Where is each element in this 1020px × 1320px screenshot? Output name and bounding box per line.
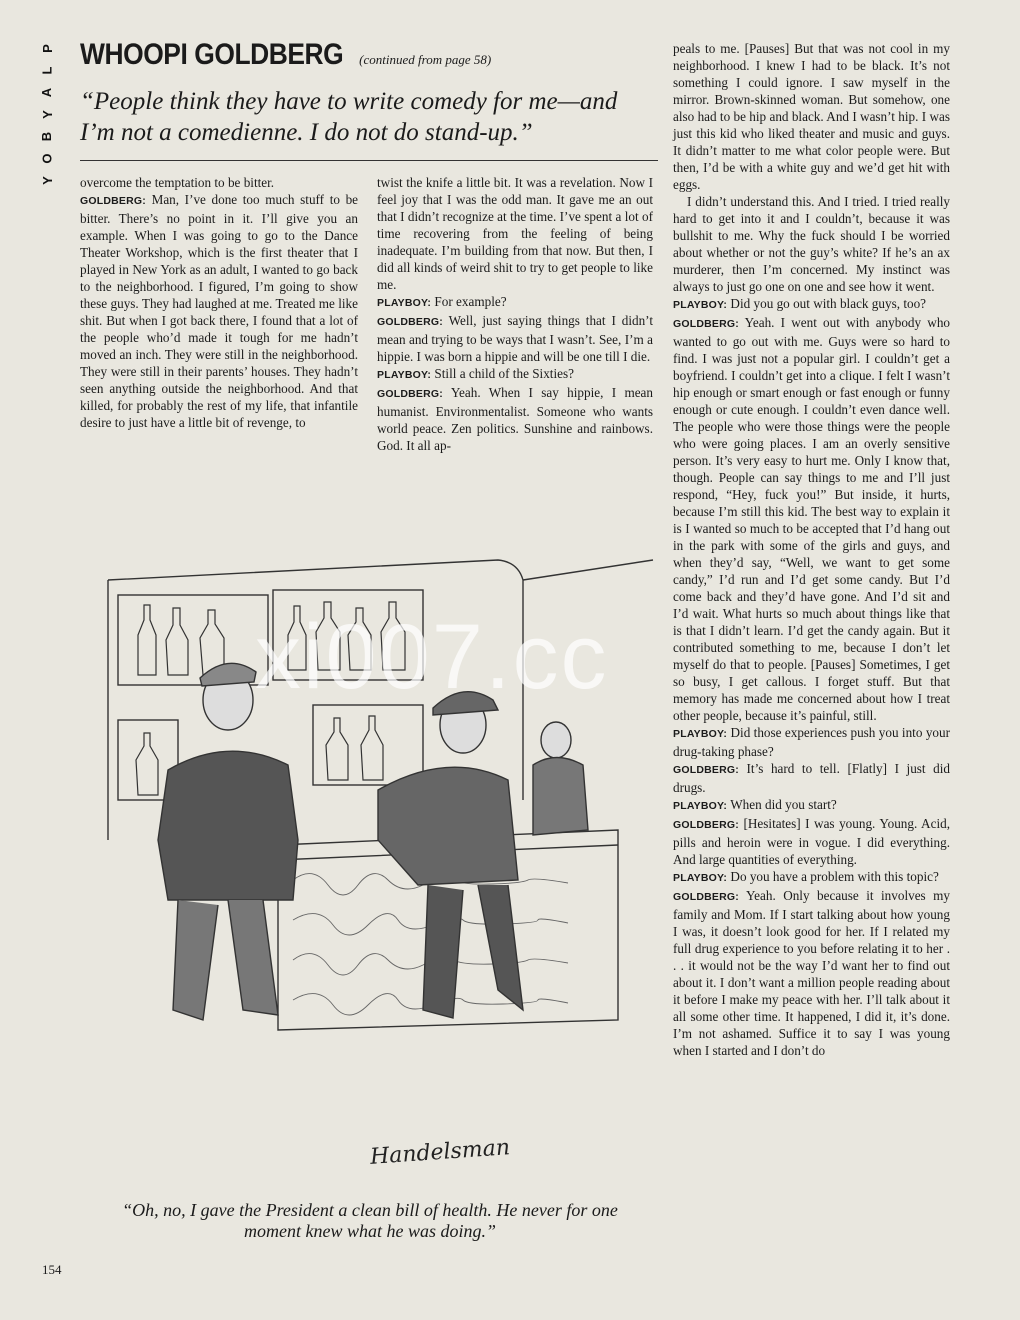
speaker-label: GOLDBERG: [377,388,443,400]
paragraph-text: Yeah. Only because it involves my family and Mom. If I start talking about how young I was, it doesn’t look good for her. If I related my full drug experience to you before relating it to her . . . it would not be the way I’d want her to find out about it. I don’t want a million people reading about it before I make my peace with her. I’ll talk about it all some other time. It happened, I did it, it’s done. I’m not ashamed. Suffice it to say I was young when I started and I don’t do [673,888,950,1058]
paragraph [673,40,950,193]
paragraph [673,760,950,796]
speaker-label: PLAYBOY: [673,800,728,812]
speaker-label: GOLDBERG: [673,764,739,776]
speaker-label: GOLDBERG: [80,195,146,207]
magazine-letter: L [39,66,55,75]
paragraph [80,174,358,191]
magazine-name-vertical [34,42,60,187]
paragraph [673,295,950,314]
paragraph [673,796,950,815]
paragraph-text: overcome the temptation to be bitter. [80,175,275,190]
paragraph-text: Did those experiences push you into your drug-taking phase? [673,725,950,759]
cartoonist-signature: Handelsman [369,1135,511,1170]
speaker-label: GOLDBERG: [377,316,443,328]
text-column-3 [673,40,950,1059]
speaker-label: PLAYBOY: [673,299,728,311]
paragraph-text: Still a child of the Sixties? [434,366,574,381]
pull-quote: “People think they have to write comedy for me—and I’m not a comedienne. I do not do stand-up.” [80,88,618,146]
paragraph-text: Man, I’ve done too much stuff to be bitter. There’s no point in it. I’ll give you an example. When I was going to go to the Dance Theater Workshop, which is the first theater that I played in New York as an adult, I wanted to go back to the neighborhood. I figured, I’m going to show these guys. They had laughed at me. Treated me like shit. But when I got back there, I found that a lot of the people who’d made it tough for me hadn’t moved an inch. They were still in the neighborhood. They were still in their parents’ houses. They hadn’t seen anything outside the neighborhood. And that killed, for probably the rest of my life, that infantile desire to just have a little bit of revenge, to [80,192,359,430]
page-number: 154 [42,1262,62,1277]
paragraph-text: Yeah. When I say hippie, I mean humanist. Environmentalist. Someone who wants world peace. Zen politics. Sunshine and rainbows. God. It all ap- [377,385,653,453]
paragraph [673,193,950,295]
paragraph-text: [Hesitates] I was young. Young. Acid, pills and heroin were in vogue. I did everything. And large quantities of everything. [673,816,950,867]
paragraph-text: It’s hard to tell. [Flatly] I just did drugs. [673,761,950,795]
watermark: xi007.cc [255,606,609,708]
paragraph-text: For example? [434,294,507,309]
paragraph-text: I didn’t understand this. And I tried. I tried really hard to get into it and I couldn’t, because it was bullshit to me. Why the fuck should I be worried about whether or not the guy’s white? If he’s an ax murderer, then I’m concerned. My instinct was always to just go one on one and see how it went. [673,194,950,294]
paragraph [377,293,653,312]
paragraph [673,887,950,1059]
paragraph [673,314,950,724]
magazine-letter: Y [39,176,55,185]
speaker-label: PLAYBOY: [377,297,432,309]
text-column-1 [80,174,358,431]
speaker-label: PLAYBOY: [673,872,728,884]
paragraph-text: Did you go out with black guys, too? [730,296,927,311]
paragraph-text: When did you start? [730,797,837,812]
paragraph-text: peals to me. [Pauses] But that was not cool in my neighborhood. I knew I had to be black. It’s not something I could ignore. I saw myself in the mirror. Brown-skinned woman. But somehow, one also had to be hip and black. And I wasn’t hip. I was just this kid who liked theater and music and guys. It didn’t matter to me what color people were. But then, I’d be with a white guy and we’d get hit with eggs. [673,41,950,192]
paragraph [673,868,950,887]
speaker-label: PLAYBOY: [673,728,728,740]
magazine-letter: O [39,153,55,164]
magazine-letter: P [39,44,55,53]
magazine-letter: B [39,131,55,142]
paragraph-text: Do you have a problem with this topic? [730,869,939,884]
text-column-2 [377,174,653,454]
speaker-label: PLAYBOY: [377,369,432,381]
article-title: WHOOPI GOLDBERG [80,38,344,71]
paragraph [80,191,358,431]
magazine-letter: A [39,87,55,98]
continued-note: (continued from page 58) [359,52,492,67]
paragraph [377,174,653,293]
speaker-label: GOLDBERG: [673,318,739,330]
speaker-label: GOLDBERG: [673,819,739,831]
paragraph [673,815,950,868]
cartoon-caption: “Oh, no, I gave the President a clean bill of health. He never for one moment knew what he was doing.” [122,1200,618,1241]
speaker-label: GOLDBERG: [673,891,739,903]
paragraph-text: Well, just saying things that I didn’t mean and trying to be ways that I wasn’t. See, I’m a hippie. I was born a hippie and will be one till I die. [377,313,653,364]
paragraph [377,365,653,384]
paragraph [377,312,653,365]
magazine-letter: Y [39,110,55,119]
paragraph [673,724,950,760]
paragraph [377,384,653,454]
header-divider [80,160,658,161]
article-header [80,38,660,148]
paragraph-text: Yeah. I went out with anybody who wanted to go out with me. Guys were so hard to find. I was just not a popular girl. I couldn’t get a boyfriend. I couldn’t get into a clique. I felt I wasn’t hip enough or smart enough or fast enough or funny enough or cute enough. I couldn’t even dance well. The people who were those things were the people who were going places. I am an overly sensitive person. It’s very easy to hurt me. Only I know that, though. People can say things to me and I’ll just respond, “Hey, fuck you!” But inside, it hurts, because I’m still this kid. The best way to explain it is I wanted so much to be accepted that I’d hang out in the park with some of the girls and guys, and when they’d say, “Well, we want to get some candy,” I’d run and I’d get some candy. But I’d come back and they’d have gone. And I’d sit and I’d wait. What hurts so much about things like that is that I didn’t learn. I’d get the candy again. But it contributed something to me, because I don’t let myself do that to people. [Pauses] Sometimes, I get so busy, I get callous. I forget stuff. But that memory has made me concerned about how I treat other people, because it’s painful, still. [673,315,951,723]
paragraph-text: twist the knife a little bit. It was a revelation. Now I feel joy that I was the odd man. It gave me an out that I didn’t recognize at the time. I’ve spent a lot of time recovering from the feeling of being inadequate. I’m building from that now. But then, I did all kinds of weird shit to try to get people to like me. [377,175,653,292]
